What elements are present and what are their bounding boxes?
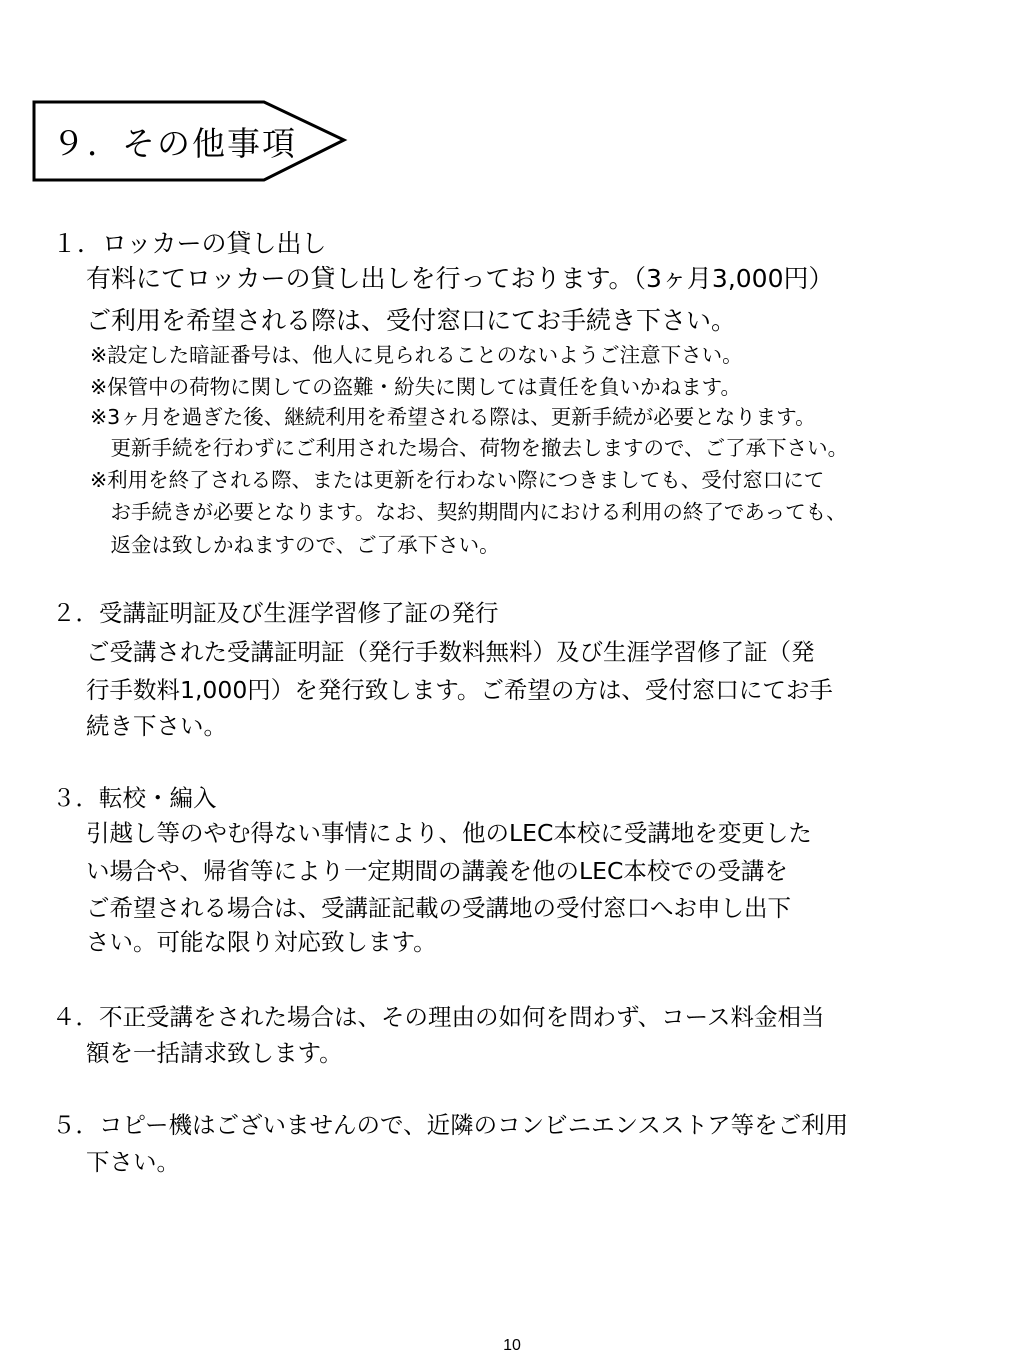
section-4-heading: ４．不正受講をされた場合は、その理由の如何を問わず、コース料金相当 [52, 1003, 825, 1031]
section-title-banner [32, 100, 352, 182]
section-1-note-1: ※設定した暗証番号は、他人に見られることのないようご注意下さい。 [90, 343, 743, 367]
section-1-body-line-2: ご利用を希望される際は、受付窓口にてお手続き下さい。 [86, 306, 737, 335]
section-5-heading: ５．コピー機はございませんので、近隣のコンビニエンスストア等をご利用 [52, 1111, 849, 1139]
section-1-note-2: ※保管中の荷物に関しての盗難・紛失に関しては責任を負いかねます。 [90, 375, 742, 399]
section-5-body-line-1: 下さい。 [86, 1148, 180, 1176]
section-3-heading: ３．転校・編入 [52, 784, 217, 812]
section-1-note-7: 返金は致しかねますので、ご了承下さい。 [90, 533, 500, 557]
section-1-body-line-1: 有料にてロッカーの貸し出しを行っております。（3ヶ月3,000円） [86, 264, 834, 293]
section-2-body-line-1: ご受講された受講証明証（発行手数料無料）及び生涯学習修了証（発 [86, 638, 815, 666]
page-number: 10 [503, 1337, 521, 1354]
section-4-body-line-1: 額を一括請求致します。 [86, 1039, 343, 1067]
page-title: ９．その他事項 [52, 124, 297, 163]
section-3-body-line-2: い場合や、帰省等により一定期間の講義を他のLEC本校での受講を [86, 857, 788, 885]
section-3-body-line-1: 引越し等のやむ得ない事情により、他のLEC本校に受講地を変更した [86, 819, 812, 847]
section-2-body-line-2: 行手数料1,000円）を発行致します。ご希望の方は、受付窓口にてお手 [86, 676, 833, 704]
section-1-note-5: ※利用を終了される際、または更新を行わない際につきましても、受付窓口にて [90, 468, 825, 492]
section-3-body-line-4: さい。可能な限り対応致します。 [86, 928, 437, 956]
section-1-heading: １．ロッカーの貸し出し [52, 229, 327, 258]
section-2-heading: ２．受講証明証及び生涯学習修了証の発行 [52, 599, 499, 627]
section-1-note-3: ※3ヶ月を過ぎた後、継続利用を希望される際は、更新手続が必要となります。 [90, 405, 816, 429]
section-2-body-line-3: 続き下さい。 [86, 712, 227, 740]
section-1-note-4: 更新手続を行わずにご利用された場合、荷物を撤去しますので、ご了承下さい。 [90, 436, 849, 460]
section-1-note-6: お手続きが必要となります。なお、契約期間内における利用の終了であっても、 [90, 500, 847, 524]
section-3-body-line-3: ご希望される場合は、受講証記載の受講地の受付窓口へお申し出下 [86, 894, 791, 922]
